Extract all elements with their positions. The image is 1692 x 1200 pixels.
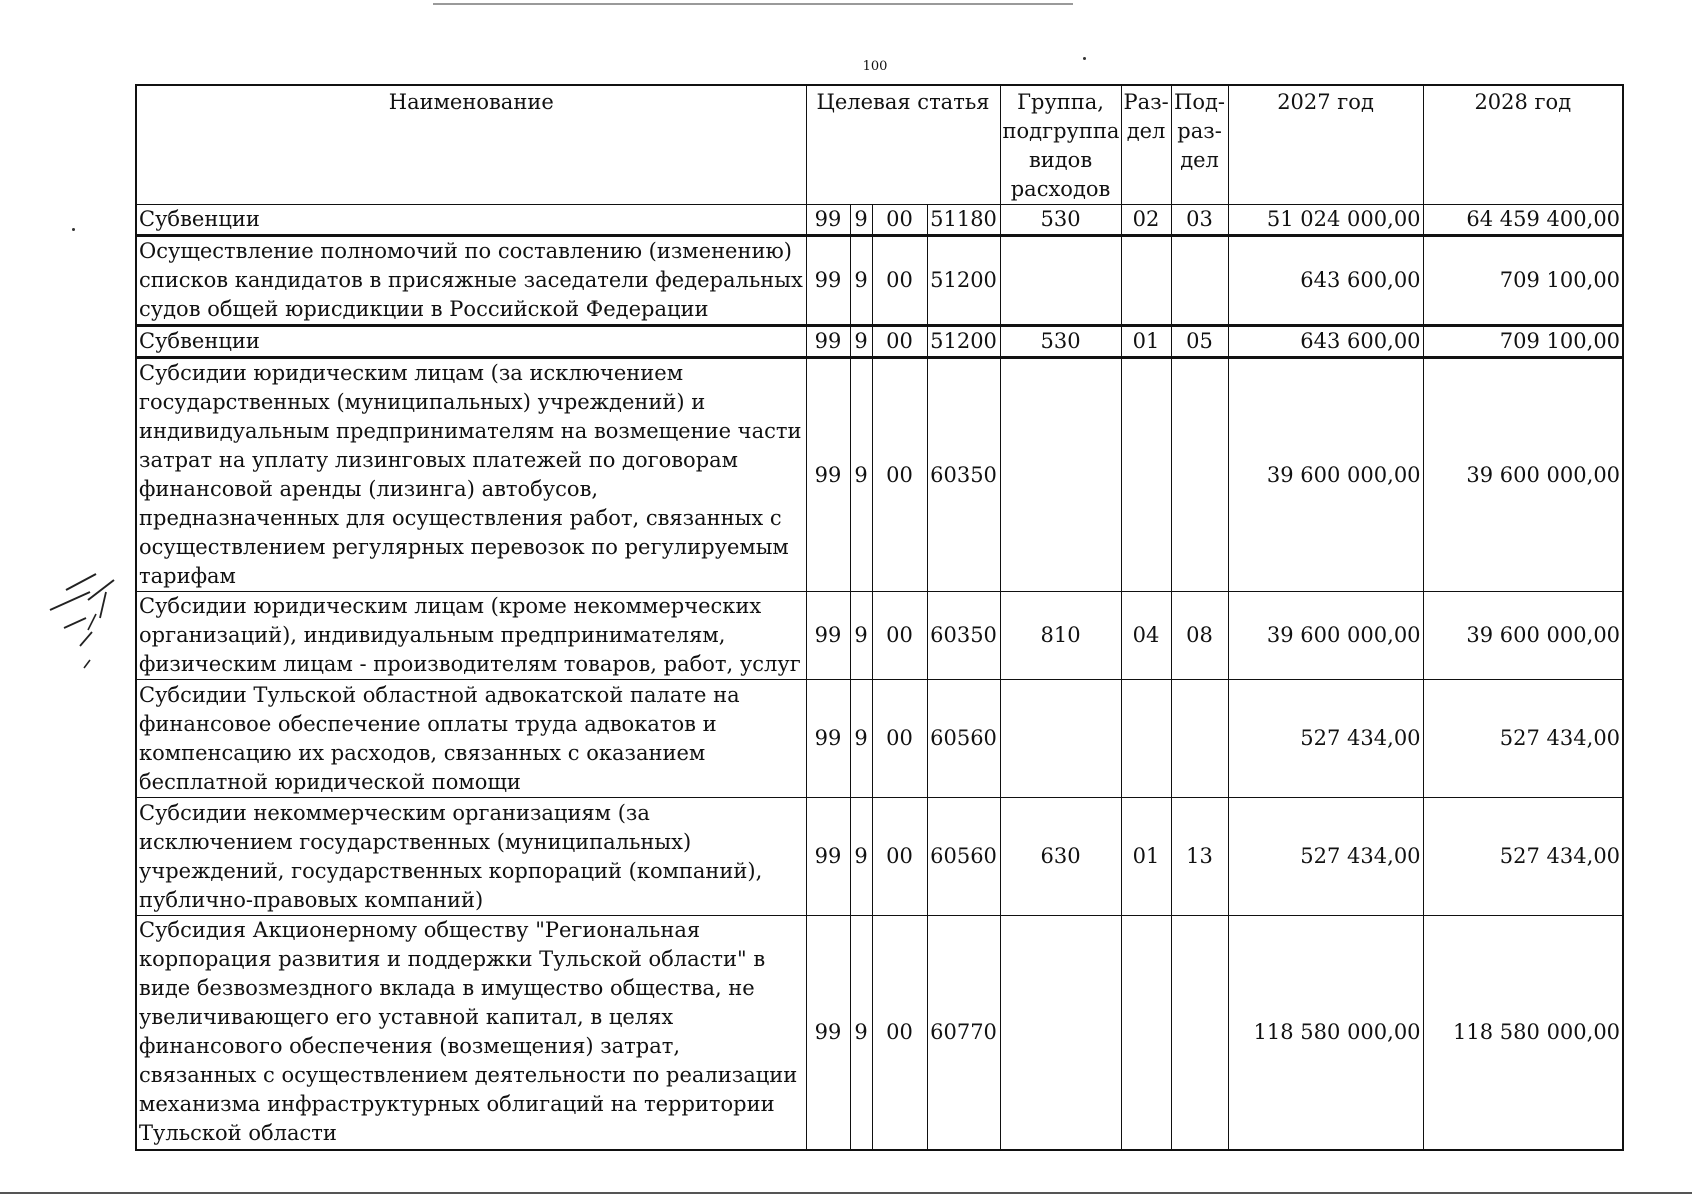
article-code-3: 00 bbox=[872, 236, 927, 326]
article-code-1: 99 bbox=[806, 326, 850, 358]
subsection bbox=[1171, 916, 1228, 1150]
table-row bbox=[136, 798, 1623, 916]
expense-group: 530 bbox=[1000, 326, 1121, 358]
amount-2027: 527 434,00 bbox=[1228, 680, 1423, 798]
amount-2028: 64 459 400,00 bbox=[1423, 205, 1623, 236]
amount-2028: 118 580 000,00 bbox=[1423, 916, 1623, 1150]
article-code-4: 51180 bbox=[927, 205, 1000, 236]
row-name: Субсидии некоммерческим организациям (за исключением государственных (муниципальных) учреждений, государственных корпораций (компаний), публично-правовых компаний) bbox=[136, 798, 806, 916]
subsection bbox=[1171, 236, 1228, 326]
subsection: 08 bbox=[1171, 592, 1228, 680]
article-code-2: 9 bbox=[850, 798, 872, 916]
section bbox=[1121, 236, 1171, 326]
header-target-article: Целевая статья bbox=[806, 85, 1000, 205]
section: 01 bbox=[1121, 798, 1171, 916]
article-code-4: 51200 bbox=[927, 326, 1000, 358]
article-code-1: 99 bbox=[806, 205, 850, 236]
article-code-2: 9 bbox=[850, 592, 872, 680]
table-row bbox=[136, 592, 1623, 680]
subsection: 13 bbox=[1171, 798, 1228, 916]
article-code-1: 99 bbox=[806, 358, 850, 592]
amount-2028: 527 434,00 bbox=[1423, 798, 1623, 916]
section: 04 bbox=[1121, 592, 1171, 680]
expense-group bbox=[1000, 916, 1121, 1150]
article-code-4: 60350 bbox=[927, 592, 1000, 680]
subsection bbox=[1171, 680, 1228, 798]
header-year-2027: 2027 год bbox=[1228, 85, 1423, 205]
amount-2027: 39 600 000,00 bbox=[1228, 592, 1423, 680]
header-subsection: Под- раз- дел bbox=[1171, 85, 1228, 205]
scan-speck bbox=[1083, 57, 1086, 60]
article-code-2: 9 bbox=[850, 326, 872, 358]
scan-bottom-rule bbox=[0, 1192, 1692, 1194]
article-code-1: 99 bbox=[806, 680, 850, 798]
section bbox=[1121, 680, 1171, 798]
expense-group bbox=[1000, 358, 1121, 592]
page-number: 100 bbox=[862, 59, 888, 74]
article-code-3: 00 bbox=[872, 680, 927, 798]
article-code-3: 00 bbox=[872, 358, 927, 592]
article-code-2: 9 bbox=[850, 680, 872, 798]
subsection: 03 bbox=[1171, 205, 1228, 236]
article-code-4: 60770 bbox=[927, 916, 1000, 1150]
table-row bbox=[136, 358, 1623, 592]
article-code-4: 51200 bbox=[927, 236, 1000, 326]
article-code-3: 00 bbox=[872, 592, 927, 680]
table-row bbox=[136, 680, 1623, 798]
article-code-2: 9 bbox=[850, 205, 872, 236]
amount-2028: 39 600 000,00 bbox=[1423, 358, 1623, 592]
subsection bbox=[1171, 358, 1228, 592]
table-row bbox=[136, 916, 1623, 1150]
header-year-2028: 2028 год bbox=[1423, 85, 1623, 205]
amount-2027: 643 600,00 bbox=[1228, 326, 1423, 358]
row-name: Субвенции bbox=[136, 326, 806, 358]
article-code-3: 00 bbox=[872, 916, 927, 1150]
row-name: Субвенции bbox=[136, 205, 806, 236]
section bbox=[1121, 916, 1171, 1150]
header-section: Раз- дел bbox=[1121, 85, 1171, 205]
row-name: Субсидии Тульской областной адвокатской палате на финансовое обеспечение оплаты труда адвокатов и компенсацию их расходов, связанных с оказанием бесплатной юридической помощи bbox=[136, 680, 806, 798]
subsection: 05 bbox=[1171, 326, 1228, 358]
header-name: Наименование bbox=[136, 85, 806, 205]
scan-top-rule bbox=[433, 3, 1073, 5]
article-code-2: 9 bbox=[850, 358, 872, 592]
row-name: Осуществление полномочий по составлению (изменению) списков кандидатов в присяжные заседатели федеральных судов общей юрисдикции в Российской Федерации bbox=[136, 236, 806, 326]
expense-group: 810 bbox=[1000, 592, 1121, 680]
article-code-4: 60560 bbox=[927, 798, 1000, 916]
section bbox=[1121, 358, 1171, 592]
article-code-1: 99 bbox=[806, 798, 850, 916]
section: 01 bbox=[1121, 326, 1171, 358]
article-code-2: 9 bbox=[850, 236, 872, 326]
table-row bbox=[136, 326, 1623, 358]
amount-2028: 527 434,00 bbox=[1423, 680, 1623, 798]
amount-2027: 39 600 000,00 bbox=[1228, 358, 1423, 592]
scan-speck bbox=[72, 228, 75, 231]
article-code-1: 99 bbox=[806, 236, 850, 326]
table-header-row bbox=[136, 85, 1623, 205]
budget-table bbox=[135, 84, 1624, 1151]
table-row bbox=[136, 236, 1623, 326]
row-name: Субсидии юридическим лицам (за исключением государственных (муниципальных) учреждений) и индивидуальным предпринимателям на возмещение части затрат на уплату лизинговых платежей по договорам финансовой аренды (лизинга) автобусов, предназначенных для осуществления работ, связанных с осуществлением регулярных перевозок по регулируемым тарифам bbox=[136, 358, 806, 592]
article-code-3: 00 bbox=[872, 205, 927, 236]
row-name: Субсидия Акционерному обществу "Региональная корпорация развития и поддержки Тульской области" в виде безвозмездного вклада в имущество общества, не увеличивающего его уставной капитал, в целях финансового обеспечения (возмещения) затрат, связанных с осуществлением деятельности по реализации механизма инфраструктурных облигаций на территории Тульской области bbox=[136, 916, 806, 1150]
expense-group bbox=[1000, 680, 1121, 798]
article-code-4: 60560 bbox=[927, 680, 1000, 798]
row-name: Субсидии юридическим лицам (кроме некоммерческих организаций), индивидуальным предпринимателям, физическим лицам - производителям товаров, работ, услуг bbox=[136, 592, 806, 680]
amount-2028: 709 100,00 bbox=[1423, 326, 1623, 358]
article-code-2: 9 bbox=[850, 916, 872, 1150]
amount-2027: 118 580 000,00 bbox=[1228, 916, 1423, 1150]
amount-2027: 51 024 000,00 bbox=[1228, 205, 1423, 236]
header-expense-group: Группа, подгруппа видов расходов bbox=[1000, 85, 1121, 205]
article-code-4: 60350 bbox=[927, 358, 1000, 592]
table-row bbox=[136, 205, 1623, 236]
expense-group: 630 bbox=[1000, 798, 1121, 916]
article-code-1: 99 bbox=[806, 916, 850, 1150]
article-code-3: 00 bbox=[872, 326, 927, 358]
handwritten-mark-icon bbox=[44, 570, 134, 680]
amount-2028: 709 100,00 bbox=[1423, 236, 1623, 326]
amount-2028: 39 600 000,00 bbox=[1423, 592, 1623, 680]
amount-2027: 643 600,00 bbox=[1228, 236, 1423, 326]
article-code-1: 99 bbox=[806, 592, 850, 680]
expense-group: 530 bbox=[1000, 205, 1121, 236]
article-code-3: 00 bbox=[872, 798, 927, 916]
amount-2027: 527 434,00 bbox=[1228, 798, 1423, 916]
expense-group bbox=[1000, 236, 1121, 326]
section: 02 bbox=[1121, 205, 1171, 236]
